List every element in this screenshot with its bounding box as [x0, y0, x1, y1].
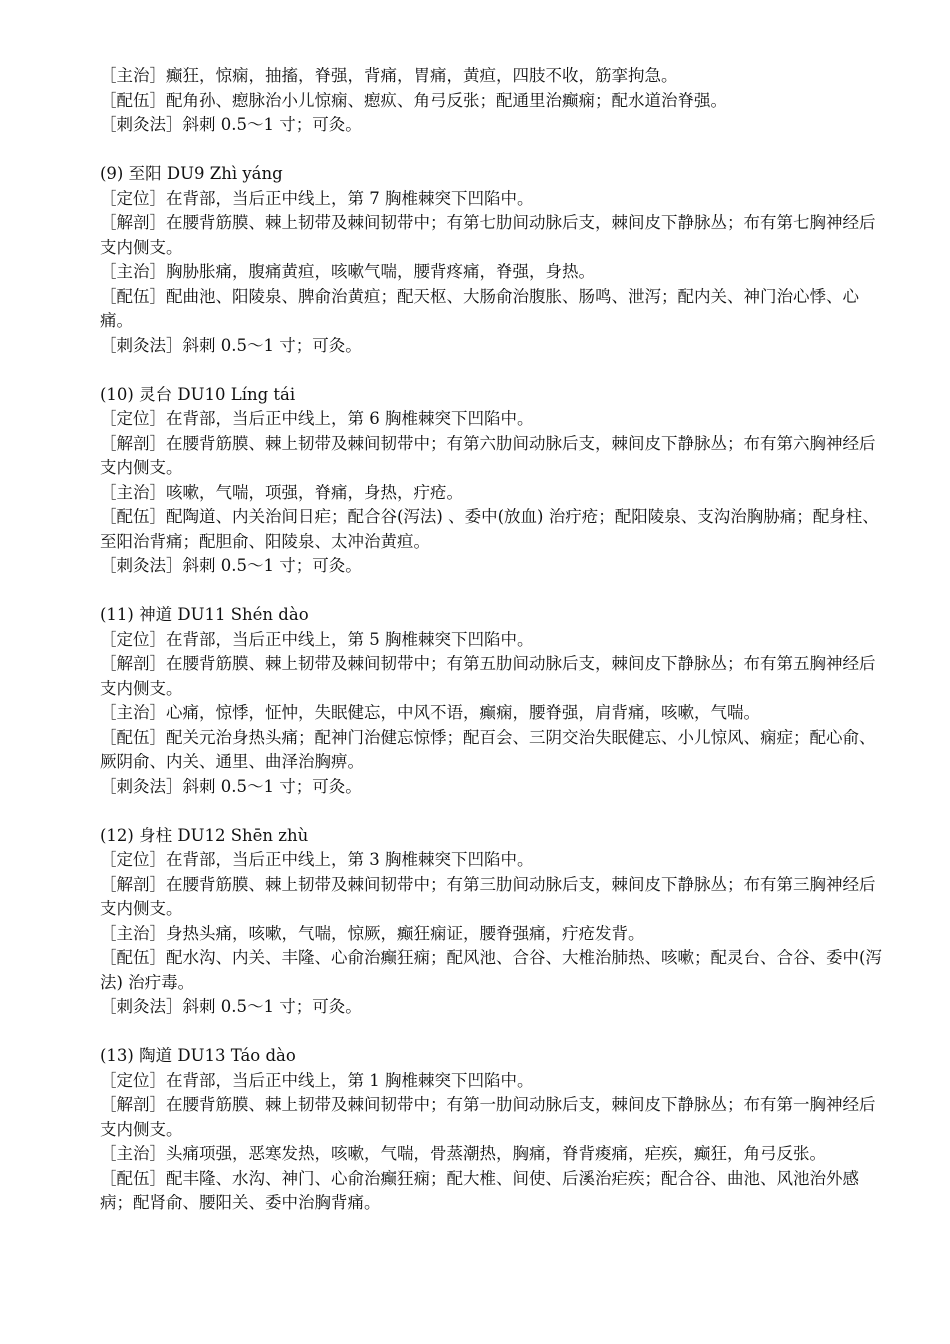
- indication-line: ［主治］咳嗽，气喘，项强，脊痛，身热，疔疮。: [100, 482, 463, 502]
- location-line: ［定位］在背部，当后正中线上，第 7 胸椎棘突下凹陷中。: [100, 188, 534, 208]
- combination-line: ［配伍］配关元治身热头痛；配神门治健忘惊悸；配百会、三阴交治失眠健忘、小儿惊风、痫症；配心俞、厥阴俞、内关、通里、曲泽治胸痹。: [100, 727, 876, 771]
- acupoint-entry-du12: [100, 824, 890, 1020]
- anatomy-line: ［解剖］在腰背筋膜、棘上韧带及棘间韧带中；有第五肋间动脉后支，棘间皮下静脉丛；布有第五胸神经后支内侧支。: [100, 654, 876, 698]
- acupoint-heading: (12) 身柱 DU12 Shēn zhù: [100, 825, 309, 845]
- acupoint-entry-du10: [100, 383, 890, 579]
- technique-line: ［刺灸法］斜刺 0.5～1 寸；可灸。: [100, 556, 362, 575]
- combination-line: ［配伍］配丰隆、水沟、神门、心俞治癫狂痫；配大椎、间使、后溪治疟疾；配合谷、曲池、风池治外感病；配肾俞、腰阳关、委中治胸背痛。: [100, 1168, 859, 1212]
- technique-line: ［刺灸法］斜刺 0.5～1 寸；可灸。: [100, 335, 362, 355]
- acupoint-heading: (11) 神道 DU11 Shén dào: [100, 605, 309, 624]
- location-line: ［定位］在背部，当后正中线上，第 5 胸椎棘突下凹陷中。: [100, 629, 534, 649]
- combination-line: ［配伍］配曲池、阳陵泉、脾俞治黄疸；配天枢、大肠俞治腹胀、肠鸣、泄泻；配内关、神门治心悸、心痛。: [100, 286, 859, 330]
- combination-line: ［配伍］配角孙、瘛脉治小儿惊痫、瘛疭、角弓反张；配通里治癫痫；配水道治脊强。: [100, 90, 727, 110]
- combination-line: ［配伍］配陶道、内关治间日疟；配合谷(泻法) 、委中(放血) 治疔疮；配阳陵泉、支沟治胸胁痛；配身柱、至阳治背痛；配胆俞、阳陵泉、太冲治黄疸。: [100, 507, 879, 551]
- location-line: ［定位］在背部，当后正中线上，第 3 胸椎棘突下凹陷中。: [100, 850, 534, 869]
- acupoint-entry-du11: [100, 603, 890, 799]
- anatomy-line: ［解剖］在腰背筋膜、棘上韧带及棘间韧带中；有第一肋间动脉后支，棘间皮下静脉丛；布有第一胸神经后支内侧支。: [100, 1095, 876, 1139]
- indication-line: ［主治］癫狂，惊痫，抽搐，脊强，背痛，胃痛，黄疸，四肢不收，筋挛拘急。: [100, 66, 678, 85]
- document-page: [100, 64, 890, 1216]
- location-line: ［定位］在背部，当后正中线上，第 6 胸椎棘突下凹陷中。: [100, 409, 534, 428]
- indication-line: ［主治］胸胁胀痛，腹痛黄疸，咳嗽气喘，腰背疼痛，脊强，身热。: [100, 262, 595, 281]
- technique-line: ［刺灸法］斜刺 0.5～1 寸；可灸。: [100, 776, 362, 796]
- acupoint-entry-du9: [100, 162, 890, 358]
- acupoint-entry-du13: [100, 1044, 890, 1216]
- anatomy-line: ［解剖］在腰背筋膜、棘上韧带及棘间韧带中；有第七肋间动脉后支，棘间皮下静脉丛；布有第七胸神经后支内侧支。: [100, 213, 876, 257]
- technique-line: ［刺灸法］斜刺 0.5～1 寸；可灸。: [100, 115, 362, 134]
- indication-line: ［主治］心痛，惊悸，怔忡，失眠健忘，中风不语，癫痫，腰脊强，肩背痛，咳嗽，气喘。: [100, 703, 760, 722]
- indication-line: ［主治］头痛项强，恶寒发热，咳嗽，气喘，骨蒸潮热，胸痛，脊背痠痛，疟疾，癫狂，角弓反张。: [100, 1144, 826, 1163]
- anatomy-line: ［解剖］在腰背筋膜、棘上韧带及棘间韧带中；有第三肋间动脉后支，棘间皮下静脉丛；布有第三胸神经后支内侧支。: [100, 874, 876, 918]
- acupoint-heading: (9) 至阳 DU9 Zhì yáng: [100, 164, 283, 183]
- acupoint-heading: (13) 陶道 DU13 Táo dào: [100, 1046, 296, 1065]
- intro-block: [100, 64, 890, 138]
- technique-line: ［刺灸法］斜刺 0.5～1 寸；可灸。: [100, 997, 362, 1016]
- indication-line: ［主治］身热头痛，咳嗽，气喘，惊厥，癫狂痫证，腰脊强痛，疔疮发背。: [100, 923, 645, 943]
- anatomy-line: ［解剖］在腰背筋膜、棘上韧带及棘间韧带中；有第六肋间动脉后支，棘间皮下静脉丛；布有第六胸神经后支内侧支。: [100, 433, 876, 477]
- combination-line: ［配伍］配水沟、内关、丰隆、心俞治癫狂痫；配风池、合谷、大椎治肺热、咳嗽；配灵台、合谷、委中(泻法) 治疔毒。: [100, 948, 882, 992]
- acupoint-heading: (10) 灵台 DU10 Líng tái: [100, 384, 296, 404]
- location-line: ［定位］在背部，当后正中线上，第 1 胸椎棘突下凹陷中。: [100, 1070, 534, 1090]
